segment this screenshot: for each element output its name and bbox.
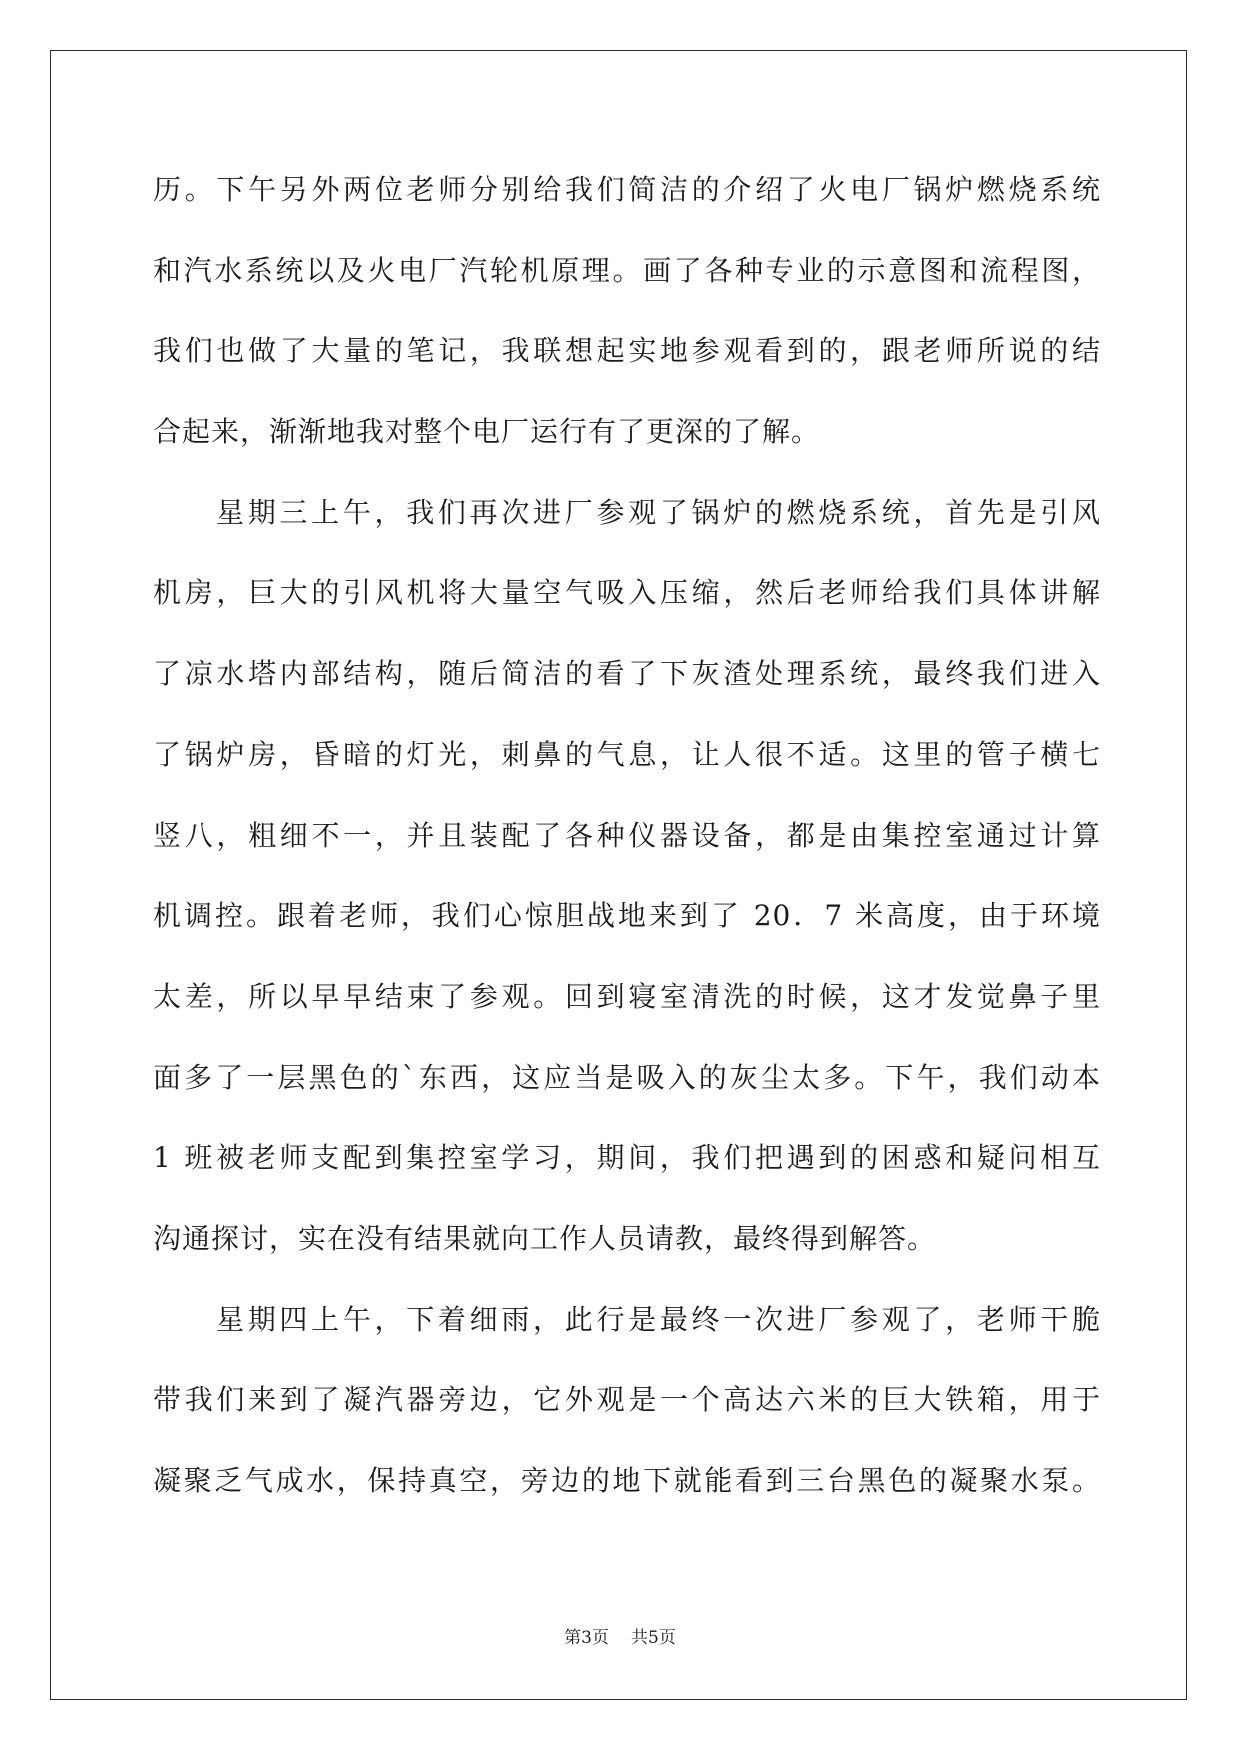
text-line: 历。下午另外两位老师分别给我们简洁的介绍了火电厂锅炉燃烧系统	[153, 173, 1101, 206]
body-text	[153, 150, 1101, 1522]
text-line: 了凉水塔内部结构，随后简洁的看了下灰渣处理系统，最终我们进入	[153, 657, 1101, 691]
total-page-count: 共5页	[631, 1628, 676, 1648]
text-line: 机房，巨大的引风机将大量空气吸入压缩，然后老师给我们具体讲解	[153, 576, 1101, 610]
text-line: 1 班被老师支配到集控室学习，期间，我们把遇到的困惑和疑问相互	[153, 1141, 1101, 1175]
current-page-number: 第3页	[564, 1628, 609, 1648]
text-line: 我们也做了大量的笔记，我联想起实地参观看到的，跟老师所说的结	[153, 334, 1101, 368]
text-line: 星期四上午，下着细雨，此行是最终一次进厂参观了，老师干脆	[216, 1302, 1101, 1336]
text-line: 带我们来到了凝汽器旁边，它外观是一个高达六米的巨大铁箱，用于	[153, 1383, 1101, 1417]
text-line: 和汽水系统以及火电厂汽轮机原理。画了各种专业的示意图和流程图，	[153, 253, 1101, 287]
text-line: 面多了一层黑色的`东西，这应当是吸入的灰尘太多。下午，我们动本	[153, 1060, 1101, 1094]
text-line: 竖八，粗细不一，并且装配了各种仪器设备，都是由集控室通过计算	[153, 818, 1101, 852]
text-line: 合起来，渐渐地我对整个电厂运行有了更深的了解。	[153, 415, 821, 449]
text-line: 星期三上午，我们再次进厂参观了锅炉的燃烧系统，首先是引风	[216, 495, 1101, 529]
text-line: 凝聚乏气成水，保持真空，旁边的地下就能看到三台黑色的凝聚水泵。	[153, 1464, 1101, 1497]
text-line: 机调控。跟着老师，我们心惊胆战地来到了 20．7 米高度，由于环境	[153, 899, 1101, 933]
text-line: 了锅炉房，昏暗的灯光，刺鼻的气息，让人很不适。这里的管子横七	[153, 737, 1101, 771]
page-footer	[420, 1624, 820, 1652]
text-line: 太差，所以早早结束了参观。回到寝室清洗的时候，这才发觉鼻子里	[153, 979, 1101, 1013]
text-line: 沟通探讨，实在没有结果就向工作人员请教，最终得到解答。	[153, 1221, 937, 1255]
